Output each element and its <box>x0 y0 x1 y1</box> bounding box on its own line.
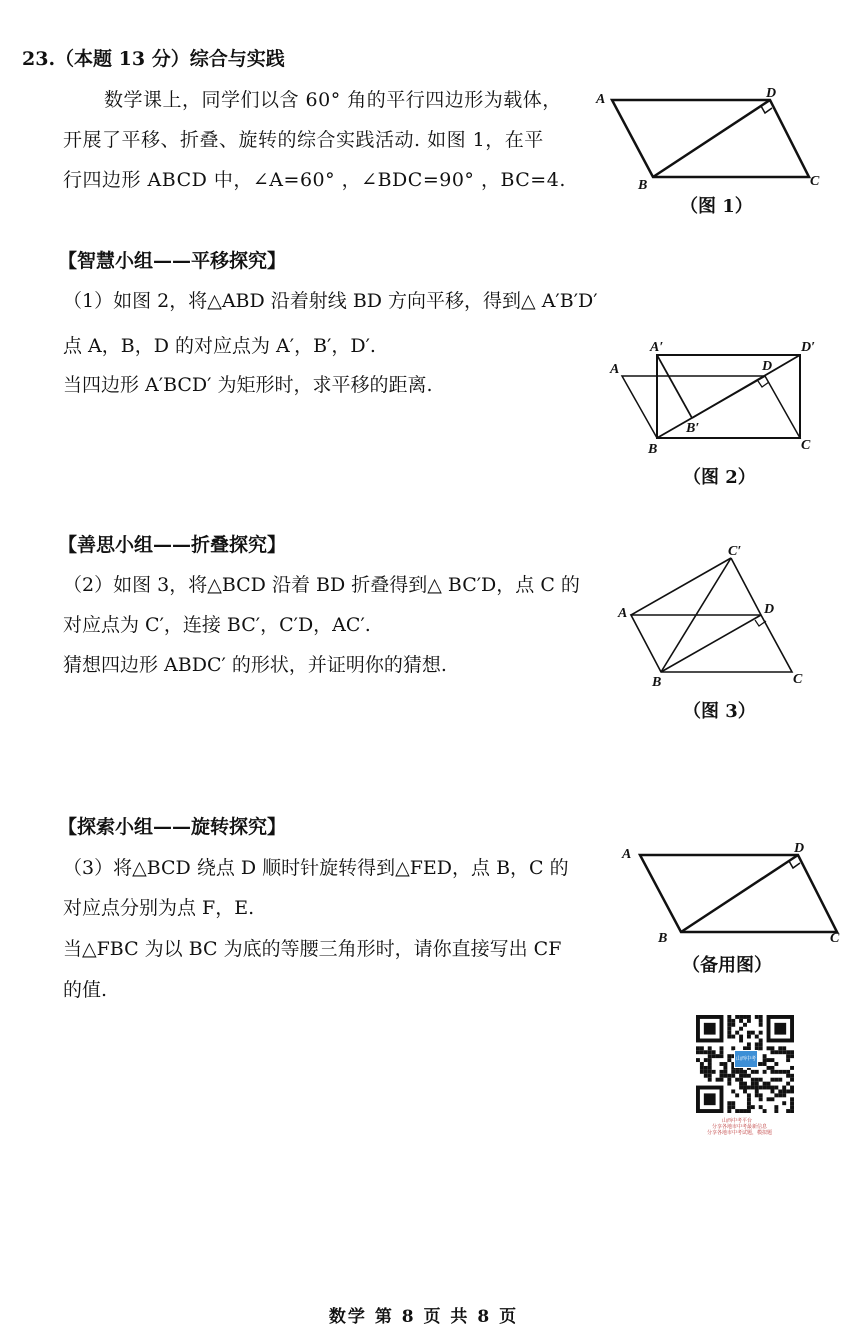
fig1-right-angle-mark <box>761 106 772 113</box>
figure-3-diagram <box>618 545 828 695</box>
fig3-edge-a-c1 <box>631 558 731 615</box>
fig3-label-c1: C′ <box>728 544 742 559</box>
fig2-label-b1: B′ <box>686 421 700 436</box>
question-header: 23.（本题 13 分）综合与实践 <box>22 48 285 70</box>
figure-1-diagram <box>590 85 830 195</box>
figure-4-diagram <box>618 840 843 950</box>
figure-1-caption: （图 1） <box>680 196 753 217</box>
fig3-diagonal-bd <box>661 615 761 672</box>
section-3-line-1: （3）将△BCD 绕点 D 顺时针旋转得到△FED，点 B，C 的 <box>63 857 569 879</box>
fig2-label-d1: D′ <box>801 340 816 355</box>
fig3-edge-c1-d <box>731 558 761 615</box>
section-2-line-2: 对应点为 C′，连接 BC′，C′D，AC′. <box>63 614 371 636</box>
fig2-label-b: B <box>648 442 658 457</box>
figure-3-caption: （图 3） <box>683 701 756 722</box>
fig1-label-a: A <box>596 92 606 107</box>
page-footer: 数学 第 8 页 共 8 页 <box>328 1307 519 1327</box>
fig2-right-angle-mark <box>758 381 769 387</box>
section-3-line-4: 的值. <box>63 979 108 1001</box>
intro-line-2: 开展了平移、折叠、旋转的综合实践活动. 如图 1，在平 <box>63 129 544 151</box>
section-3-line-3: 当△FBC 为以 BC 为底的等腰三角形时，请你直接写出 CF <box>63 938 562 960</box>
fig1-label-b: B <box>638 178 648 193</box>
qr-note-line-3: 分享各地市中考试题，模拟题 <box>707 1130 773 1136</box>
fig4-right-angle-mark <box>789 861 800 868</box>
section-1-title: 【智慧小组——平移探究】 <box>58 250 287 272</box>
section-2-line-1: （2）如图 3，将△BCD 沿着 BD 折叠得到△ BC′D，点 C 的 <box>63 574 580 596</box>
fig4-label-d: D <box>794 841 805 856</box>
section-1-line-2: 点 A，B，D 的对应点为 A′，B′，D′. <box>63 335 376 357</box>
fig1-label-c: C <box>810 174 820 189</box>
figure-2-caption: （图 2） <box>683 467 756 488</box>
intro-line-1: 数学课上，同学们以含 60° 角的平行四边形为载体， <box>104 89 562 111</box>
fig4-label-b: B <box>658 931 668 946</box>
fig2-label-c: C <box>801 438 811 453</box>
qr-center-logo: 山西中考 <box>734 1050 758 1068</box>
qr-note-line-1: 山西中考平台 <box>722 1118 753 1124</box>
fig2-edge-a1-b1 <box>657 355 692 418</box>
qr-note-line-2: 分享各地市中考最新信息 <box>712 1124 768 1130</box>
intro-line-3: 行四边形 ABCD 中，∠A=60° ，∠BDC=90° ，BC=4. <box>63 169 566 191</box>
section-1-line-1: （1）如图 2，将△ABD 沿着射线 BD 方向平移，得到△ A′B′D′ <box>63 290 598 312</box>
section-2-title: 【善思小组——折叠探究】 <box>58 534 287 556</box>
fig4-diagonal-bd <box>681 855 798 932</box>
section-3-title: 【探索小组——旋转探究】 <box>58 816 287 838</box>
fig4-label-c: C <box>830 931 840 946</box>
fig3-label-a: A <box>618 606 628 621</box>
fig4-label-a: A <box>622 847 632 862</box>
figure-4-caption: （备用图） <box>682 955 772 976</box>
section-1-line-3: 当四边形 A′BCD′ 为矩形时，求平移的距离. <box>63 374 433 396</box>
fig2-label-a1: A′ <box>650 340 664 355</box>
figure-2-diagram <box>600 335 830 460</box>
fig1-diagonal-bd <box>653 100 770 177</box>
section-3-line-2: 对应点分别为点 F，E. <box>63 897 255 919</box>
fig2-label-d: D <box>762 359 773 374</box>
fig3-label-d: D <box>764 602 775 617</box>
fig2-label-a: A <box>610 362 620 377</box>
fig1-label-d: D <box>766 86 777 101</box>
section-2-line-3: 猜想四边形 ABDC′ 的形状，并证明你的猜想. <box>63 654 447 676</box>
fig3-label-b: B <box>652 675 662 690</box>
fig3-label-c: C <box>793 672 803 687</box>
